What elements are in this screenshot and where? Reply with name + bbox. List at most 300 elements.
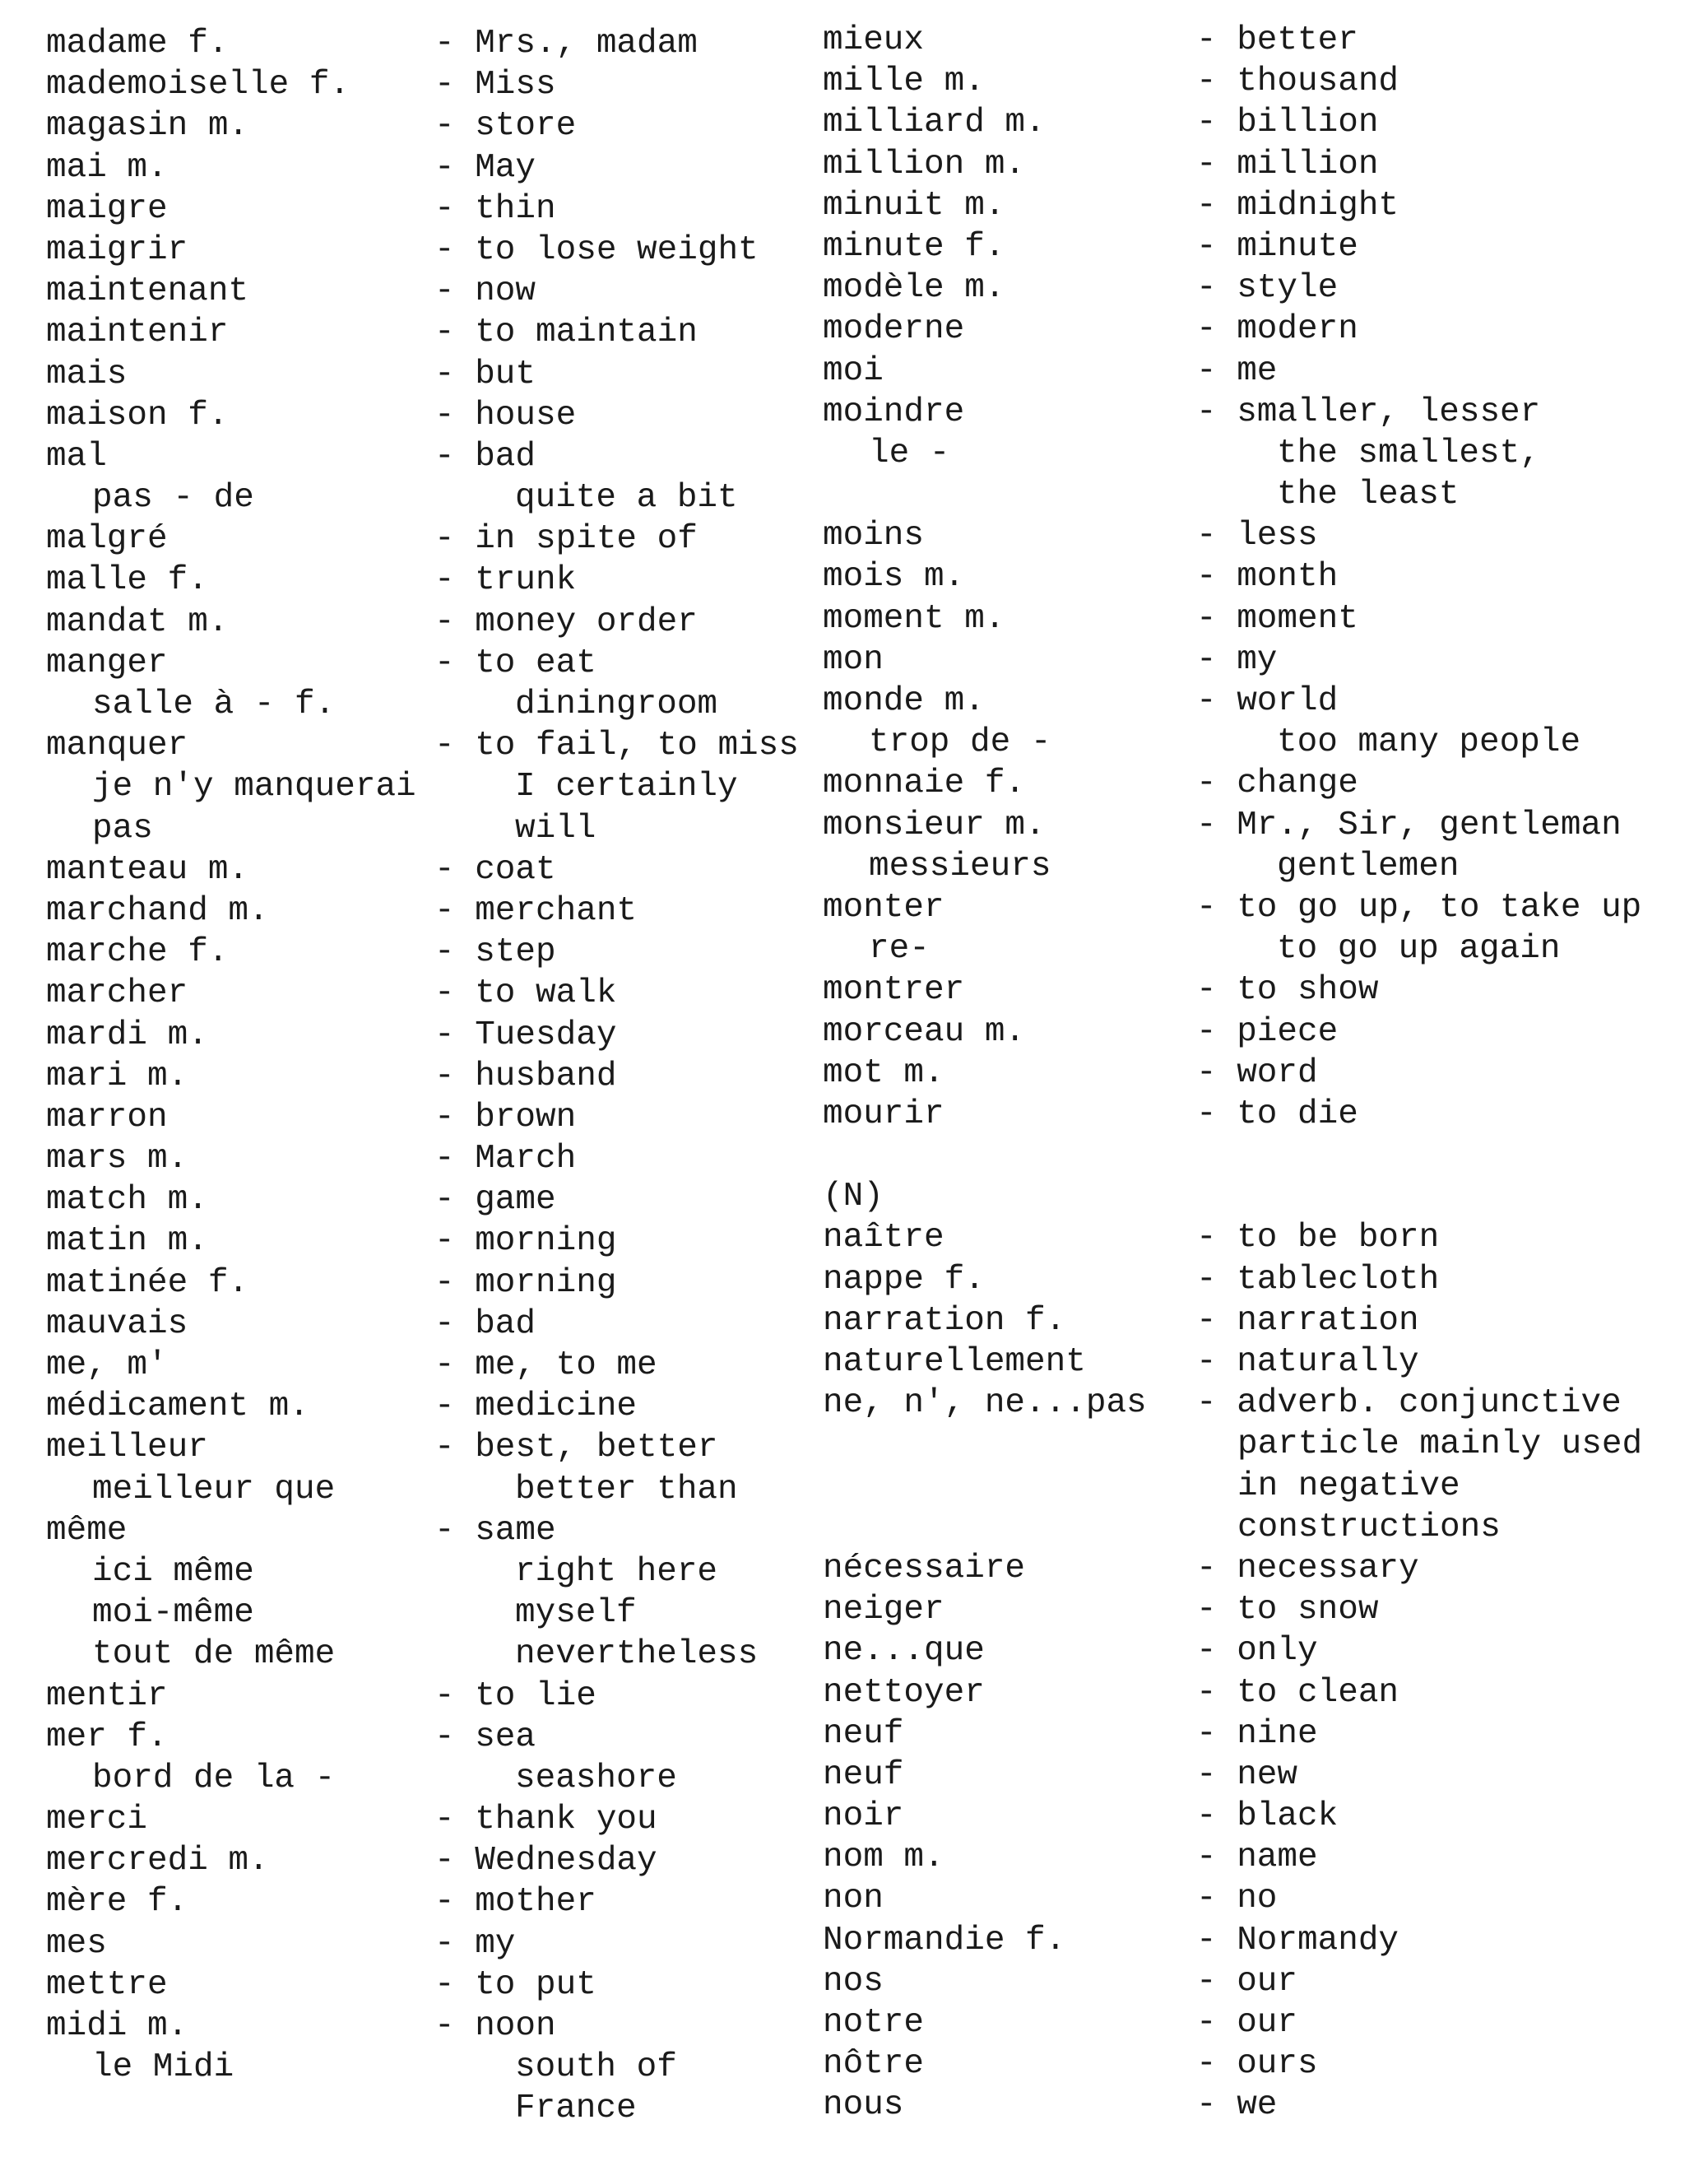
vocab-definition: - thank you bbox=[434, 1801, 657, 1839]
vocab-term: maintenir bbox=[46, 314, 229, 352]
vocab-definition: - less bbox=[1196, 517, 1318, 556]
vocab-entry bbox=[46, 436, 819, 477]
vocab-term: merci bbox=[46, 1801, 148, 1839]
vocab-term: nécessaire bbox=[823, 1549, 1026, 1588]
vocab-term: moderne bbox=[823, 310, 965, 349]
vocab-term: maigrir bbox=[46, 230, 188, 269]
vocab-definition: in negative bbox=[1237, 1467, 1460, 1505]
vocab-entry bbox=[823, 226, 1695, 267]
vocab-term: marchand m. bbox=[46, 891, 269, 930]
vocab-term: mot m. bbox=[823, 1053, 945, 1092]
vocab-subterm: pas - de bbox=[92, 479, 254, 518]
vocab-term: ne...que bbox=[823, 1632, 985, 1671]
vocab-definition: - black bbox=[1196, 1797, 1339, 1836]
vocab-definition: - husband bbox=[434, 1057, 617, 1095]
vocab-definition: - to walk bbox=[434, 974, 617, 1013]
vocab-subterm: messieurs bbox=[869, 847, 1051, 886]
vocab-term: monde m. bbox=[823, 682, 985, 720]
vocab-definition: - Normandy bbox=[1196, 1921, 1399, 1959]
vocab-definition: particle mainly used bbox=[1237, 1425, 1643, 1464]
vocab-term: naturellement bbox=[823, 1343, 1086, 1381]
vocab-definition: quite a bit bbox=[515, 479, 738, 518]
vocab-term: morceau m. bbox=[823, 1012, 1026, 1051]
vocab-definition: - moment bbox=[1196, 599, 1358, 638]
vocab-term: mentir bbox=[46, 1676, 168, 1715]
vocab-definition: - coat bbox=[434, 850, 556, 889]
vocab-entry bbox=[46, 1262, 819, 1304]
vocab-term: mal bbox=[46, 437, 107, 476]
vocab-entry bbox=[823, 351, 1695, 392]
vocab-term: mettre bbox=[46, 1965, 168, 2004]
vocab-term: mardi m. bbox=[46, 1016, 208, 1054]
vocab-term: me, m' bbox=[46, 1346, 168, 1384]
vocab-entry bbox=[823, 722, 1695, 763]
vocab-entry bbox=[823, 2002, 1695, 2043]
vocab-definition: - best, better bbox=[434, 1429, 718, 1467]
vocab-term: nôtre bbox=[823, 2045, 925, 2084]
vocab-entry bbox=[46, 230, 819, 271]
vocab-subterm: je n'y manquerai bbox=[92, 768, 416, 807]
vocab-term: mère f. bbox=[46, 1883, 188, 1922]
vocab-term: million m. bbox=[823, 145, 1026, 184]
vocab-term: nettoyer bbox=[823, 1673, 985, 1712]
vocab-entry bbox=[823, 144, 1695, 185]
vocab-entry bbox=[46, 1220, 819, 1262]
vocab-term: naître bbox=[823, 1219, 945, 1257]
vocab-entry bbox=[823, 887, 1695, 928]
vocab-entry bbox=[46, 1799, 819, 1840]
vocab-definition: - piece bbox=[1196, 1012, 1339, 1051]
vocab-definition: - only bbox=[1196, 1632, 1318, 1671]
vocab-definition: - March bbox=[434, 1140, 577, 1178]
vocab-entry bbox=[46, 1510, 819, 1551]
vocab-entry bbox=[823, 185, 1695, 226]
vocab-term: mer f. bbox=[46, 1718, 168, 1756]
vocab-definition: - world bbox=[1196, 682, 1339, 720]
vocab-entry bbox=[823, 1383, 1695, 1424]
vocab-entry bbox=[823, 928, 1695, 969]
vocab-entry bbox=[823, 1053, 1695, 1094]
vocab-definition: - sea bbox=[434, 1718, 536, 1756]
vocab-entry bbox=[46, 1881, 819, 1922]
vocab-entry bbox=[46, 1758, 819, 1799]
vocab-term: mon bbox=[823, 640, 884, 679]
vocab-term: marche f. bbox=[46, 933, 229, 972]
vocab-entry bbox=[823, 598, 1695, 639]
vocab-entry bbox=[46, 560, 819, 601]
vocab-definition: - merchant bbox=[434, 891, 638, 930]
vocab-term: madame f. bbox=[46, 25, 229, 63]
vocab-entry bbox=[823, 20, 1695, 61]
vocab-entry bbox=[823, 515, 1695, 556]
vocab-entry bbox=[46, 188, 819, 230]
vocab-term: marron bbox=[46, 1098, 168, 1137]
vocab-subterm: moi-même bbox=[92, 1594, 254, 1633]
vocab-term: Normandie f. bbox=[823, 1921, 1066, 1959]
vocab-entry bbox=[823, 1713, 1695, 1755]
vocab-entry bbox=[46, 2088, 819, 2129]
vocab-entry bbox=[823, 267, 1695, 309]
vocab-term: maison f. bbox=[46, 396, 229, 435]
vocab-term: maintenant bbox=[46, 272, 249, 311]
vocab-definition: - mother bbox=[434, 1883, 596, 1922]
vocabulary-column-right bbox=[823, 20, 1695, 2127]
vocab-entry bbox=[823, 474, 1695, 515]
vocab-subterm: ici même bbox=[92, 1552, 254, 1591]
vocab-subterm: salle à - f. bbox=[92, 686, 336, 723]
vocab-entry bbox=[823, 969, 1695, 1011]
vocab-term: non bbox=[823, 1880, 884, 1918]
vocab-entry bbox=[46, 932, 819, 973]
vocab-term: mes bbox=[46, 1924, 107, 1963]
vocab-term: moins bbox=[823, 517, 925, 556]
vocab-entry bbox=[46, 808, 819, 849]
vocab-definition: constructions bbox=[1237, 1508, 1501, 1546]
vocab-definition: right here bbox=[515, 1552, 718, 1591]
vocab-subterm: bord de la - bbox=[92, 1759, 336, 1797]
vocab-definition: - thousand bbox=[1196, 63, 1399, 101]
vocab-entry bbox=[46, 1469, 819, 1510]
vocab-entry bbox=[46, 1634, 819, 1675]
vocab-entry bbox=[46, 518, 819, 560]
vocab-definition: - midnight bbox=[1196, 186, 1399, 225]
vocab-entry bbox=[823, 309, 1695, 350]
vocab-entry bbox=[46, 477, 819, 518]
vocab-entry bbox=[823, 639, 1695, 681]
vocab-definition: - modern bbox=[1196, 310, 1358, 349]
vocab-term: mourir bbox=[823, 1095, 945, 1133]
vocab-term: minuit m. bbox=[823, 186, 1005, 225]
vocab-entry bbox=[46, 271, 819, 312]
vocab-definition: - naturally bbox=[1196, 1343, 1419, 1381]
vocab-definition: - but bbox=[434, 355, 536, 393]
vocab-term: magasin m. bbox=[46, 107, 249, 146]
vocab-term: nos bbox=[823, 1962, 884, 2001]
vocab-entry bbox=[823, 1011, 1695, 1053]
vocab-definition: - to lose weight bbox=[434, 230, 759, 269]
vocab-term: neuf bbox=[823, 1755, 904, 1794]
vocab-term: médicament m. bbox=[46, 1388, 309, 1426]
vocab-term: mari m. bbox=[46, 1057, 188, 1095]
vocab-entry bbox=[46, 354, 819, 395]
vocab-entry bbox=[46, 725, 819, 766]
vocab-entry bbox=[823, 1672, 1695, 1713]
vocab-term: malgré bbox=[46, 520, 168, 559]
vocab-definition: better than bbox=[515, 1470, 738, 1509]
vocab-definition: - thin bbox=[434, 189, 556, 228]
vocab-definition: - trunk bbox=[434, 561, 577, 600]
vocab-definition: myself bbox=[515, 1594, 637, 1633]
vocab-term: matin m. bbox=[46, 1222, 208, 1261]
vocab-term: manger bbox=[46, 644, 168, 682]
vocab-term: mademoiselle f. bbox=[46, 66, 350, 105]
vocab-definition: France bbox=[515, 2090, 637, 2128]
vocab-term: midi m. bbox=[46, 2007, 188, 2045]
vocab-term: nous bbox=[823, 2086, 904, 2125]
vocab-term: monsieur m. bbox=[823, 806, 1046, 844]
vocab-definition: - to clean bbox=[1196, 1673, 1399, 1712]
vocab-term: mille m. bbox=[823, 63, 985, 101]
vocab-definition: - our bbox=[1196, 1962, 1298, 2001]
vocab-definition: - to fail, to miss bbox=[434, 727, 799, 765]
vocab-definition: - change bbox=[1196, 765, 1358, 803]
vocab-entry bbox=[823, 1878, 1695, 1919]
vocab-definition: diningroom bbox=[515, 686, 718, 723]
vocab-term: marcher bbox=[46, 974, 188, 1013]
vocab-entry bbox=[823, 1961, 1695, 2002]
vocab-definition: - Mr., Sir, gentleman bbox=[1196, 806, 1622, 844]
vocab-definition: - narration bbox=[1196, 1301, 1419, 1340]
vocab-entry bbox=[46, 1427, 819, 1468]
vocab-definition: - to be born bbox=[1196, 1219, 1440, 1257]
vocab-term: neuf bbox=[823, 1714, 904, 1753]
vocab-entry bbox=[46, 849, 819, 890]
vocab-entry bbox=[823, 1176, 1695, 1217]
vocab-definition: - billion bbox=[1196, 104, 1379, 142]
vocab-term: maigre bbox=[46, 189, 168, 228]
vocab-entry bbox=[823, 556, 1695, 597]
vocab-definition: nevertheless bbox=[515, 1635, 759, 1674]
vocab-definition: - our bbox=[1196, 2004, 1298, 2042]
vocab-subterm: meilleur que bbox=[92, 1470, 336, 1509]
vocab-definition: - morning bbox=[434, 1222, 617, 1261]
vocab-definition: - smaller, lesser bbox=[1196, 393, 1541, 431]
vocab-definition: - better bbox=[1196, 21, 1358, 59]
vocab-term: manquer bbox=[46, 727, 188, 765]
vocab-subterm: re- bbox=[869, 930, 930, 969]
vocab-definition: - in spite of bbox=[434, 520, 698, 559]
vocab-entry bbox=[823, 1300, 1695, 1341]
vocab-term: mois m. bbox=[823, 558, 965, 597]
vocab-subterm: le - bbox=[869, 434, 950, 472]
vocab-term: mars m. bbox=[46, 1140, 188, 1178]
vocab-entry bbox=[46, 1676, 819, 1717]
vocab-entry bbox=[46, 973, 819, 1014]
vocab-definition: - month bbox=[1196, 558, 1339, 597]
vocab-entry bbox=[46, 1964, 819, 2006]
vocab-entry bbox=[823, 1548, 1695, 1589]
vocab-term: meilleur bbox=[46, 1429, 208, 1467]
vocab-entry bbox=[823, 1135, 1695, 1176]
vocab-term: neiger bbox=[823, 1591, 945, 1629]
vocab-definition: - my bbox=[434, 1924, 516, 1963]
vocab-definition: - bad bbox=[434, 437, 536, 476]
vocab-entry bbox=[823, 1341, 1695, 1383]
vocab-entry bbox=[46, 1840, 819, 1881]
vocab-entry bbox=[823, 1217, 1695, 1258]
vocab-definition: - word bbox=[1196, 1053, 1318, 1092]
vocab-definition: - million bbox=[1196, 145, 1379, 184]
vocab-definition: - to show bbox=[1196, 971, 1379, 1010]
vocab-definition: - store bbox=[434, 107, 577, 146]
vocab-definition: - now bbox=[434, 272, 536, 311]
vocab-entry bbox=[46, 1304, 819, 1345]
vocab-term: moment m. bbox=[823, 599, 1005, 638]
vocab-term: nappe f. bbox=[823, 1260, 985, 1299]
vocab-term: mais bbox=[46, 355, 128, 393]
vocab-entry bbox=[46, 1138, 819, 1179]
vocab-entry bbox=[46, 2047, 819, 2088]
vocab-entry bbox=[46, 105, 819, 146]
vocab-definition: - tablecloth bbox=[1196, 1260, 1440, 1299]
vocab-term: matinée f. bbox=[46, 1263, 249, 1302]
vocab-term: ne, n', ne...pas bbox=[823, 1384, 1147, 1423]
vocab-definition: - to lie bbox=[434, 1676, 596, 1715]
vocab-term: mai m. bbox=[46, 148, 168, 187]
vocab-definition: to go up again bbox=[1277, 930, 1561, 969]
vocab-definition: - Wednesday bbox=[434, 1842, 657, 1880]
vocab-definition: - bad bbox=[434, 1304, 536, 1343]
vocab-definition: - game bbox=[434, 1181, 556, 1220]
vocab-entry bbox=[823, 1796, 1695, 1837]
vocab-entry bbox=[46, 602, 819, 643]
vocab-definition: - no bbox=[1196, 1880, 1278, 1918]
vocab-definition: - Tuesday bbox=[434, 1016, 617, 1054]
vocab-entry bbox=[823, 1094, 1695, 1135]
vocab-subterm: pas bbox=[92, 809, 153, 848]
vocab-definition: - brown bbox=[434, 1098, 577, 1137]
vocab-definition: - same bbox=[434, 1511, 556, 1550]
vocab-term: (N) bbox=[823, 1178, 884, 1216]
vocab-definition: seashore bbox=[515, 1759, 677, 1797]
vocab-entry bbox=[46, 1717, 819, 1758]
vocab-entry bbox=[46, 1015, 819, 1056]
vocab-definition: - to eat bbox=[434, 644, 596, 682]
vocab-definition: - to go up, to take up bbox=[1196, 888, 1642, 927]
vocab-definition: - style bbox=[1196, 269, 1339, 308]
vocab-definition: gentlemen bbox=[1277, 847, 1460, 886]
vocab-definition: - adverb. conjunctive bbox=[1196, 1384, 1622, 1423]
vocab-term: moindre bbox=[823, 393, 965, 431]
vocab-subterm: trop de - bbox=[869, 723, 1051, 762]
vocab-definition: the least bbox=[1277, 476, 1460, 514]
vocab-definition: - noon bbox=[434, 2007, 556, 2045]
vocab-definition: - to die bbox=[1196, 1095, 1358, 1133]
vocab-definition: - my bbox=[1196, 640, 1278, 679]
vocab-entry bbox=[823, 1630, 1695, 1671]
vocab-term: monnaie f. bbox=[823, 765, 1026, 803]
vocab-definition: - necessary bbox=[1196, 1549, 1419, 1588]
vocab-entry bbox=[823, 1466, 1695, 1507]
vocab-entry bbox=[823, 2085, 1695, 2126]
vocab-term: mauvais bbox=[46, 1304, 188, 1343]
vocab-entry bbox=[823, 805, 1695, 846]
vocab-term: mieux bbox=[823, 21, 925, 59]
vocab-term: même bbox=[46, 1511, 128, 1550]
vocab-entry bbox=[46, 1551, 819, 1592]
vocab-entry bbox=[823, 1424, 1695, 1465]
vocab-definition: - Miss bbox=[434, 66, 556, 105]
vocab-entry bbox=[46, 684, 819, 725]
vocab-definition: the smallest, bbox=[1277, 434, 1540, 472]
vocab-entry bbox=[823, 2043, 1695, 2085]
vocab-entry bbox=[823, 1837, 1695, 1878]
vocab-term: moi bbox=[823, 351, 884, 390]
vocab-term: match m. bbox=[46, 1181, 208, 1220]
vocab-entry bbox=[823, 1259, 1695, 1300]
vocab-definition: - money order bbox=[434, 602, 698, 641]
vocab-entry bbox=[823, 1589, 1695, 1630]
vocab-entry bbox=[46, 890, 819, 932]
vocab-subterm: tout de même bbox=[92, 1635, 336, 1674]
vocab-definition: - me bbox=[1196, 351, 1278, 390]
vocab-entry bbox=[823, 433, 1695, 474]
vocab-definition: will bbox=[515, 809, 596, 848]
vocab-entry bbox=[823, 392, 1695, 433]
vocab-entry bbox=[46, 1097, 819, 1138]
vocab-definition: - name bbox=[1196, 1839, 1318, 1877]
vocab-term: montrer bbox=[823, 971, 965, 1010]
vocab-definition: - house bbox=[434, 396, 577, 435]
vocab-entry bbox=[46, 1923, 819, 1964]
vocab-entry bbox=[46, 2006, 819, 2047]
vocab-definition: south of bbox=[515, 2048, 677, 2087]
vocab-definition: I certainly bbox=[515, 768, 738, 807]
vocab-entry bbox=[46, 64, 819, 105]
vocabulary-column-left bbox=[46, 23, 819, 2130]
vocab-definition: - to maintain bbox=[434, 314, 698, 352]
vocab-entry bbox=[46, 1179, 819, 1220]
vocab-entry bbox=[46, 395, 819, 436]
vocab-entry bbox=[46, 1345, 819, 1386]
vocab-term: noir bbox=[823, 1797, 904, 1836]
vocab-entry bbox=[823, 681, 1695, 722]
vocab-term: notre bbox=[823, 2004, 925, 2042]
vocab-entry bbox=[46, 312, 819, 353]
vocab-definition: - to snow bbox=[1196, 1591, 1379, 1629]
vocab-entry bbox=[823, 61, 1695, 102]
vocab-definition: - ours bbox=[1196, 2045, 1318, 2084]
vocab-entry bbox=[823, 1755, 1695, 1796]
vocab-term: modèle m. bbox=[823, 269, 1005, 308]
vocab-term: manteau m. bbox=[46, 850, 249, 889]
vocab-definition: - morning bbox=[434, 1263, 617, 1302]
vocab-entry bbox=[46, 1056, 819, 1097]
vocab-entry bbox=[823, 1920, 1695, 1961]
vocab-entry bbox=[823, 846, 1695, 887]
vocab-definition: - step bbox=[434, 933, 556, 972]
vocab-entry bbox=[46, 147, 819, 188]
vocab-term: narration f. bbox=[823, 1301, 1066, 1340]
vocab-definition: too many people bbox=[1277, 723, 1581, 762]
vocab-subterm: le Midi bbox=[92, 2048, 234, 2087]
vocab-definition: - me, to me bbox=[434, 1346, 657, 1384]
vocab-entry bbox=[823, 1507, 1695, 1548]
vocab-entry bbox=[46, 1386, 819, 1427]
vocab-definition: - minute bbox=[1196, 227, 1358, 266]
vocab-entry bbox=[46, 1592, 819, 1634]
vocab-definition: - Mrs., madam bbox=[434, 25, 698, 63]
vocab-term: mercredi m. bbox=[46, 1842, 269, 1880]
vocab-definition: - nine bbox=[1196, 1714, 1318, 1753]
vocab-entry bbox=[46, 23, 819, 64]
vocab-entry bbox=[46, 643, 819, 684]
vocab-entry bbox=[46, 766, 819, 807]
vocab-definition: - to put bbox=[434, 1965, 596, 2004]
vocab-entry bbox=[823, 763, 1695, 804]
vocab-entry bbox=[823, 102, 1695, 143]
vocab-definition: - we bbox=[1196, 2086, 1278, 2125]
vocab-term: mandat m. bbox=[46, 602, 229, 641]
vocab-term: nom m. bbox=[823, 1839, 945, 1877]
vocab-term: monter bbox=[823, 888, 945, 927]
vocab-term: malle f. bbox=[46, 561, 208, 600]
vocab-term: milliard m. bbox=[823, 104, 1046, 142]
vocab-term: minute f. bbox=[823, 227, 1005, 266]
vocab-definition: - May bbox=[434, 148, 536, 187]
vocab-definition: - new bbox=[1196, 1755, 1298, 1794]
vocab-definition: - medicine bbox=[434, 1388, 638, 1426]
